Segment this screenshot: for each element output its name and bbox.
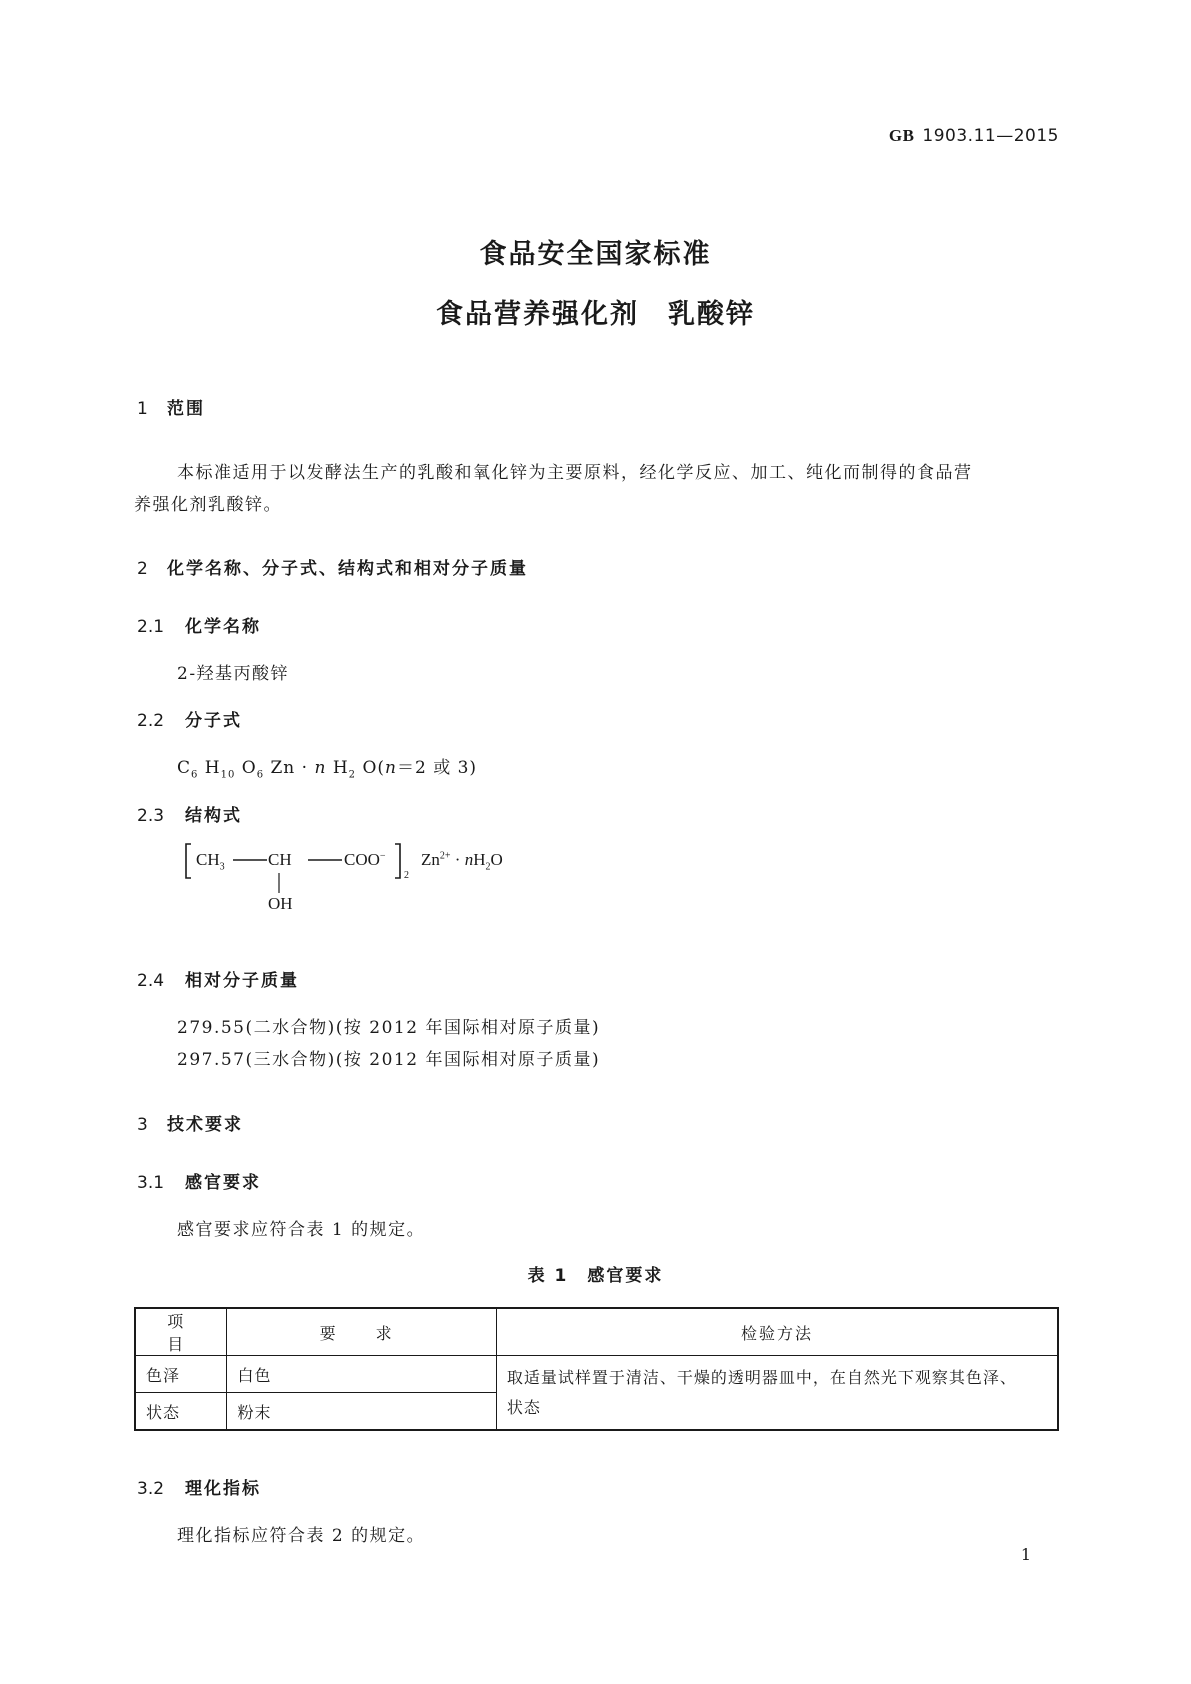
hydrate-sub: 2: [485, 861, 491, 873]
test-method-line-1: 取适量试样置于清洁、干燥的透明器皿中，在自然光下观察其色泽、: [506, 1367, 1017, 1387]
formula-h2: H: [332, 758, 349, 778]
section-number: 3.1: [137, 1173, 165, 1193]
molecular-mass-trihydrate: 297.57(三水合物)(按 2012 年国际相对原子质量): [177, 1050, 601, 1070]
section-title: 分子式: [185, 711, 242, 731]
left-bracket: [186, 844, 191, 878]
page-number: 1: [1020, 1545, 1031, 1564]
subsection-heading-3-1: [137, 1168, 261, 1193]
section-heading-2: [137, 554, 528, 579]
section-number: 2.1: [137, 617, 165, 637]
ch3-text: CH: [196, 850, 220, 869]
section-number: 3.2: [137, 1479, 165, 1499]
group-ch: CH: [268, 850, 292, 869]
chemical-name: 2-羟基丙酸锌: [177, 664, 290, 684]
section-title: 理化指标: [185, 1479, 261, 1499]
formula-c-sub: 6: [191, 769, 199, 781]
coo-sup: −: [379, 850, 386, 862]
structural-formula-lines: [183, 840, 603, 920]
standard-code-number: 1903.11—2015: [922, 126, 1059, 146]
group-ch3: [196, 850, 225, 872]
section-title: 感官要求: [185, 1173, 261, 1193]
group-zn: [421, 850, 503, 872]
header-requirement: 要 求: [227, 1308, 496, 1356]
molecular-mass-dihydrate: 279.55(二水合物)(按 2012 年国际相对原子质量): [177, 1018, 601, 1038]
subsection-heading-3-2: [137, 1474, 261, 1499]
formula-dot: ·: [301, 758, 309, 778]
group-oh: OH: [268, 894, 293, 913]
formula-tail-n: n: [385, 758, 397, 778]
cell-item: 状态: [135, 1393, 227, 1431]
table-row: [135, 1356, 1058, 1393]
section-title: 相对分子质量: [185, 971, 299, 991]
formula-paren-open: (: [377, 758, 386, 778]
table-header-row: [135, 1308, 1058, 1356]
hydrate-h: H: [473, 850, 486, 869]
section-number: 3: [137, 1115, 148, 1135]
formula-h2-sub: 2: [348, 769, 357, 781]
section-title: 化学名称、分子式、结构式和相对分子质量: [167, 559, 528, 579]
zn-sup: 2+: [439, 850, 451, 862]
section-number: 1: [137, 399, 148, 419]
section-title: 范围: [167, 399, 205, 419]
sensory-requirements-table: [134, 1307, 1059, 1431]
section-number: 2.4: [137, 971, 165, 991]
section-heading-3: [137, 1110, 243, 1135]
formula-n: n: [314, 758, 327, 778]
section-number: 2.2: [137, 711, 165, 731]
scope-paragraph-line-2: 养强化剂乳酸锌。: [134, 495, 282, 515]
physicochemical-requirement-text: 理化指标应符合表 2 的规定。: [177, 1526, 426, 1546]
formula-zn: Zn: [270, 758, 296, 778]
cell-item: 色泽: [135, 1356, 227, 1393]
zn-text: Zn: [421, 850, 440, 869]
formula-o: O: [241, 758, 257, 778]
section-number: 2: [137, 559, 148, 579]
standard-code: [889, 126, 1059, 146]
sensory-requirement-text: 感官要求应符合表 1 的规定。: [177, 1220, 426, 1240]
subsection-heading-2-1: [137, 612, 261, 637]
subsection-heading-2-4: [137, 966, 299, 991]
formula-c: C: [177, 758, 192, 778]
subsection-heading-2-2: [137, 706, 242, 731]
formula-tail-value: ＝2 或 3: [396, 758, 470, 778]
standard-subtitle: 食品营养强化剂 乳酸锌: [436, 299, 755, 330]
formula-o2: O: [362, 758, 378, 778]
formula-h-sub: 10: [220, 769, 236, 781]
right-bracket: [395, 844, 400, 878]
standard-code-prefix: GB: [888, 126, 915, 145]
test-method-line-2: 状态: [506, 1397, 541, 1417]
hydrate-o: O: [490, 850, 503, 869]
formula-o-sub: 6: [256, 769, 265, 781]
hydrate-n: n: [464, 850, 474, 869]
coo-text: COO: [344, 850, 380, 869]
zn-dot: ·: [454, 850, 461, 869]
header-item: 项 目: [135, 1308, 227, 1356]
formula-paren-close: ): [469, 758, 478, 778]
cell-requirement: 粉末: [227, 1393, 496, 1431]
structural-formula: [183, 840, 603, 920]
section-title: 结构式: [185, 806, 242, 826]
header-test-method: 检验方法: [496, 1308, 1058, 1356]
section-title: 技术要求: [167, 1115, 243, 1135]
formula-h: H: [204, 758, 221, 778]
scope-paragraph-line-1: 本标准适用于以发酵法生产的乳酸和氧化锌为主要原料，经化学反应、加工、纯化而制得的食品营: [177, 463, 973, 483]
standard-title: 食品安全国家标准: [479, 239, 712, 270]
outer-subscript: 2: [404, 870, 409, 881]
table-1-caption: 表 1 感官要求: [527, 1266, 664, 1286]
subsection-heading-2-3: [137, 801, 242, 826]
section-title: 化学名称: [185, 617, 261, 637]
ch3-sub: 3: [219, 861, 225, 873]
molecular-formula: [177, 753, 477, 780]
section-number: 2.3: [137, 806, 165, 826]
cell-test-method: [496, 1356, 1058, 1431]
cell-requirement: 白色: [227, 1356, 496, 1393]
group-coo: [344, 850, 386, 870]
section-heading-1: [137, 394, 205, 419]
